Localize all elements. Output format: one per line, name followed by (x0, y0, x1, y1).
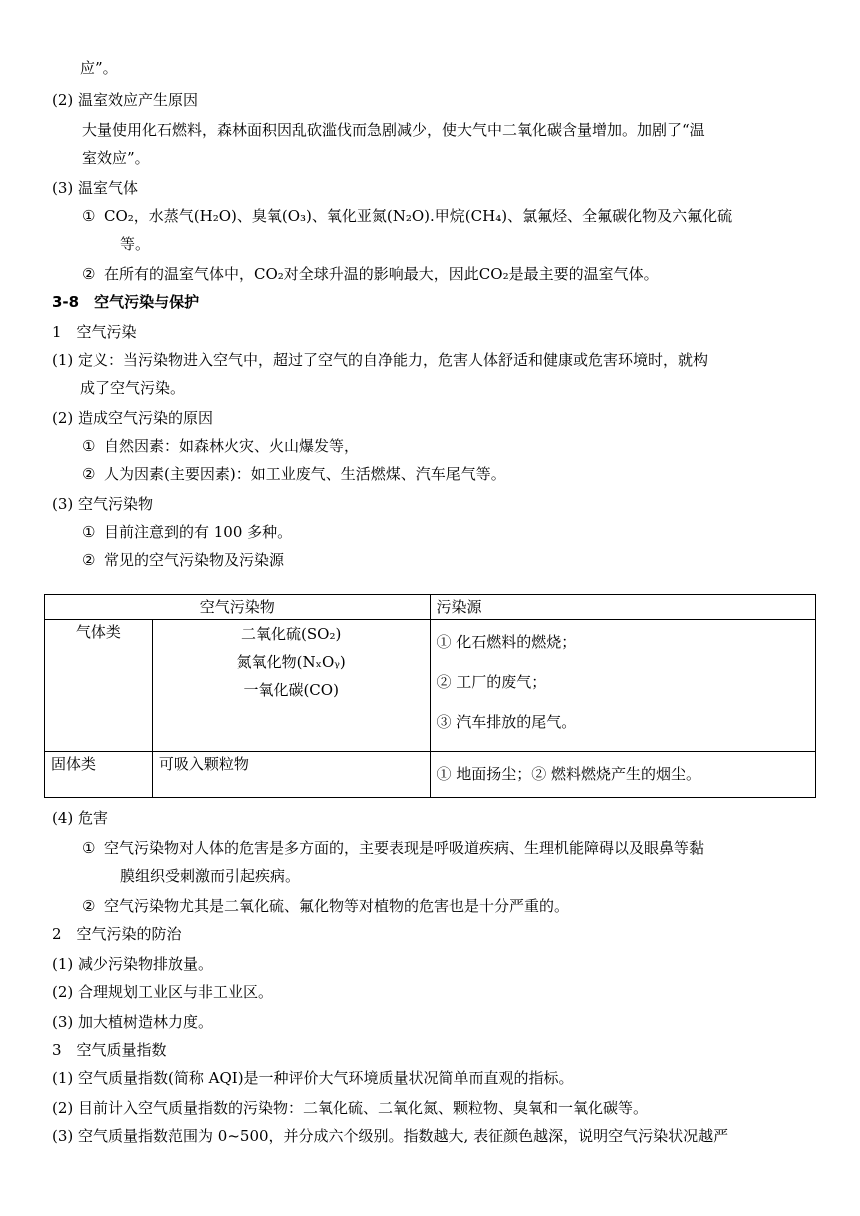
circled-number: ② (82, 897, 96, 915)
text-line: 膜组织受刺激而引起疾病。 (120, 867, 301, 885)
list-item (82, 206, 732, 226)
list-item: (1) 减少污染物排放量。 (52, 955, 214, 973)
source-item: ② 工厂的废气； (436, 673, 547, 691)
text-line: (1) 空气质量指数(简称 AQI)是一种评价大气环境质量状况简单而直观的指标。 (52, 1069, 574, 1087)
source-item: ③ 汽车排放的尾气。 (436, 713, 577, 731)
list-item (82, 464, 506, 484)
source-item: ① 地面扬尘；② 燃料燃烧产生的烟尘。 (436, 765, 702, 783)
subheading: 3 空气质量指数 (52, 1041, 167, 1059)
list-item (82, 838, 704, 858)
subheading: 2 空气污染的防治 (52, 925, 182, 943)
text-line: 大量使用化石燃料，森林面积因乱砍滥伐而急剧减少，使大气中二氧化碳含量增加。加剧了“温 (82, 121, 705, 139)
list-item-text: 自然因素：如森林火灾、火山爆发等， (104, 437, 360, 455)
list-item-text: 空气污染物尤其是二氧化硫、氟化物等对植物的危害也是十分严重的。 (104, 897, 570, 915)
table-header-row (45, 595, 816, 620)
table-cell-category: 气体类 (45, 620, 153, 752)
text-line: 成了空气污染。 (80, 379, 186, 397)
list-item (82, 896, 569, 916)
table-cell-pollutants (152, 620, 430, 752)
table-row (45, 620, 816, 752)
table-cell-sources (430, 752, 815, 798)
list-item-text: 常见的空气污染物及污染源 (104, 551, 285, 569)
list-item-text: 在所有的温室气体中，CO₂对全球升温的影响最大，因此CO₂是最主要的温室气体。 (104, 265, 659, 283)
subheading: (3) 温室气体 (52, 179, 139, 197)
pollutant-item: 氮氧化物(NₓOᵧ) (236, 653, 346, 671)
circled-number: ① (82, 437, 96, 455)
circled-number: ② (82, 551, 96, 569)
section-title: 3-8 空气污染与保护 (52, 293, 200, 311)
table-cell-sources (430, 620, 815, 752)
pollutant-item: 一氧化碳(CO) (243, 681, 339, 699)
circled-number: ① (82, 207, 96, 225)
text-line: 室效应”。 (82, 149, 150, 167)
circled-number: ① (82, 839, 96, 857)
text-line: (2) 目前计入空气质量指数的污染物：二氧化硫、二氧化氮、颗粒物、臭氧和一氧化碳等。 (52, 1099, 649, 1117)
text-line: 应”。 (80, 59, 118, 77)
text-line: 等。 (120, 235, 151, 253)
circled-number: ② (82, 265, 96, 283)
table-header-source: 污染源 (430, 595, 815, 620)
table-cell-pollutants: 可吸入颗粒物 (152, 752, 430, 798)
list-item-text: 人为因素(主要因素)：如工业废气、生活燃煤、汽车尾气等。 (104, 465, 506, 483)
list-item (82, 264, 659, 284)
table-row (45, 752, 816, 798)
subheading: 1 空气污染 (52, 323, 137, 341)
text-line: (1) 定义：当污染物进入空气中，超过了空气的自净能力，危害人体舒适和健康或危害环境时，就构 (52, 351, 709, 369)
subheading: (2) 温室效应产生原因 (52, 91, 199, 109)
pollutant-item: 二氧化硫(SO₂) (241, 625, 342, 643)
table-cell-category: 固体类 (45, 752, 153, 798)
list-item (82, 436, 359, 456)
circled-number: ① (82, 523, 96, 541)
list-item-text: CO₂，水蒸气(H₂O)、臭氧(O₃)、氧化亚氮(N₂O).甲烷(CH₄)、氯氟烃、全氟碳化物及六氟化硫 (104, 207, 733, 225)
list-item (82, 550, 284, 570)
source-item: ① 化石燃料的燃烧； (436, 633, 577, 651)
list-item: (2) 合理规划工业区与非工业区。 (52, 983, 274, 1001)
subheading: (2) 造成空气污染的原因 (52, 409, 214, 427)
subheading: (4) 危害 (52, 809, 109, 827)
pollutant-table (44, 594, 816, 798)
list-item (82, 522, 292, 542)
table-header-pollutant: 空气污染物 (45, 595, 431, 620)
subheading: (3) 空气污染物 (52, 495, 154, 513)
circled-number: ② (82, 465, 96, 483)
list-item: (3) 加大植树造林力度。 (52, 1013, 214, 1031)
list-item-text: 目前注意到的有 100 多种。 (104, 523, 293, 541)
text-line: (3) 空气质量指数范围为 0~500，并分成六个级别。指数越大, 表征颜色越深，说明空气污染状况越严 (52, 1127, 729, 1145)
list-item-text: 空气污染物对人体的危害是多方面的，主要表现是呼吸道疾病、生理机能障碍以及眼鼻等黏 (104, 839, 705, 857)
